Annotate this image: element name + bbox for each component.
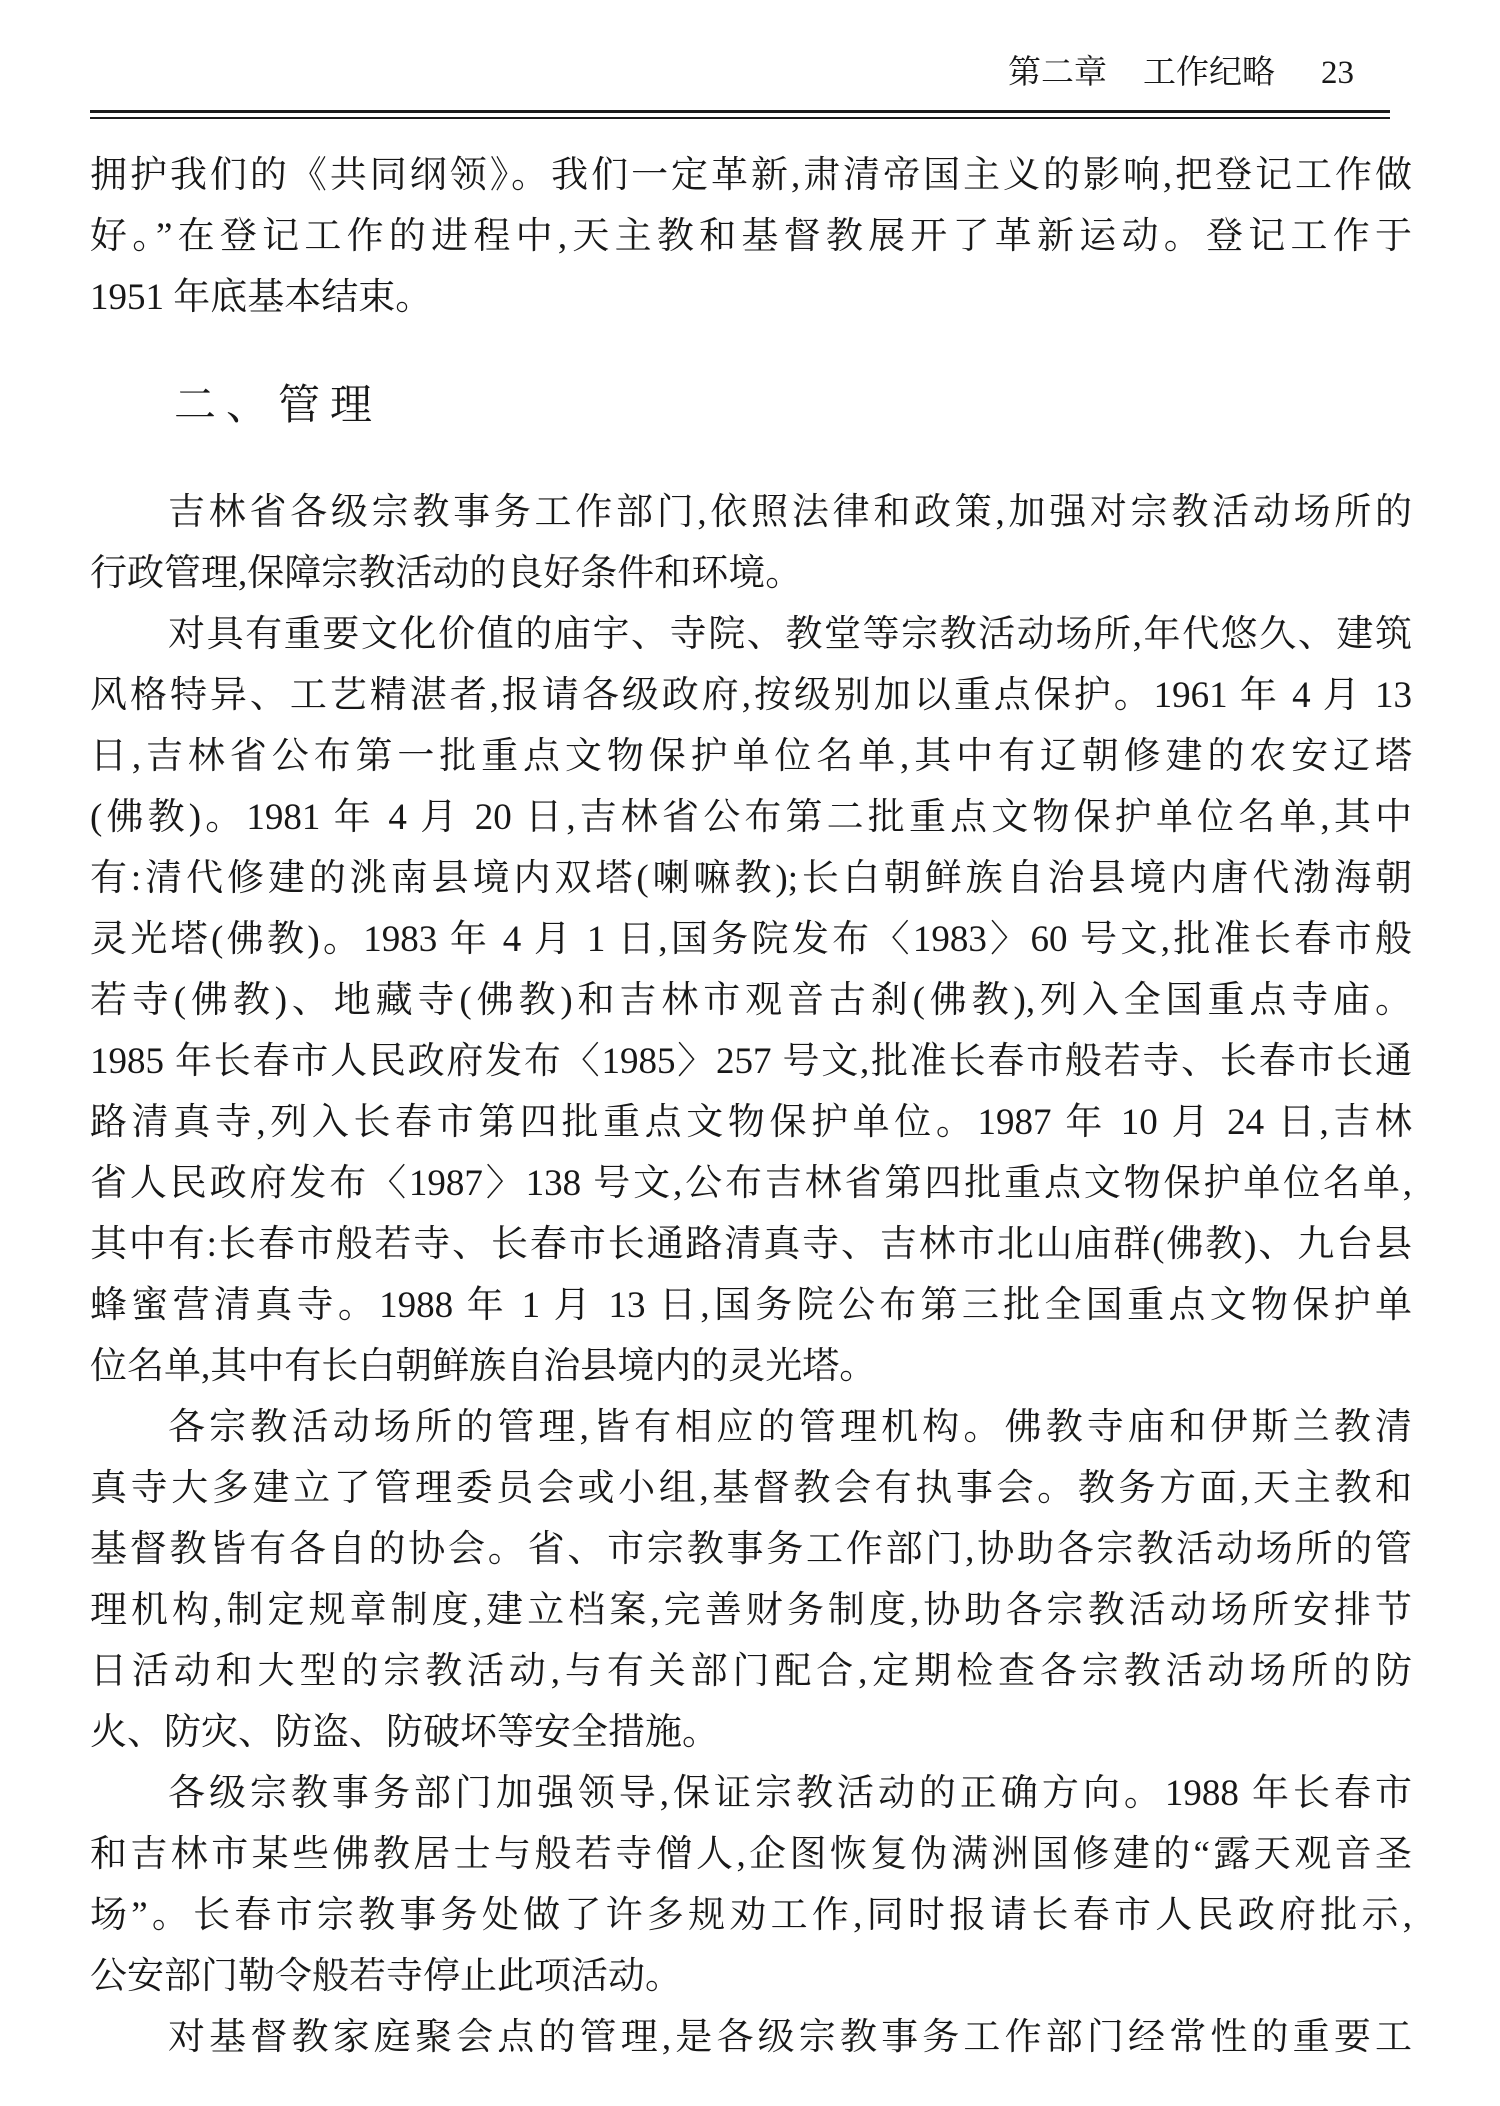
chapter-label: 第二章 [1008, 55, 1107, 91]
text-line: 场”。长春市宗教事务处做了许多规劝工作,同时报请长春市人民政府批示, [90, 1895, 1412, 1936]
text-line: 吉林省各级宗教事务工作部门,依照法律和政策,加强对宗教活动场所的 [168, 492, 1412, 533]
header-rule [90, 110, 1390, 119]
paragraph [90, 604, 1412, 1397]
text-line: 各级宗教事务部门加强领导,保证宗教活动的正确方向。1988 年长春市 [168, 1773, 1412, 1814]
text-line: 好。”在登记工作的进程中,天主教和基督教展开了革新运动。登记工作于 [90, 216, 1412, 257]
paragraph [90, 482, 1412, 604]
section-heading: 二、管理 [174, 383, 383, 429]
paragraph [90, 1763, 1412, 2007]
paragraph [90, 2007, 1412, 2068]
text-line: 基督教皆有各自的协会。省、市宗教事务工作部门,协助各宗教活动场所的管 [90, 1529, 1412, 1570]
text-line: 风格特异、工艺精湛者,报请各级政府,按级别加以重点保护。1961 年 4 月 13 [90, 675, 1412, 716]
text-line: 蜂蜜营清真寺。1988 年 1 月 13 日,国务院公布第三批全国重点文物保护单 [90, 1285, 1412, 1326]
text-line: 路清真寺,列入长春市第四批重点文物保护单位。1987 年 10 月 24 日,吉林 [90, 1102, 1412, 1143]
text-line: 理机构,制定规章制度,建立档案,完善财务制度,协助各宗教活动场所安排节 [90, 1590, 1412, 1631]
page-number: 23 [1321, 55, 1354, 91]
text-line: 对具有重要文化价值的庙宇、寺院、教堂等宗教活动场所,年代悠久、建筑 [168, 614, 1412, 655]
text-line: 灵光塔(佛教)。1983 年 4 月 1 日,国务院发布〈1983〉60 号文,批准长春市般 [90, 919, 1412, 960]
text-line: 日活动和大型的宗教活动,与有关部门配合,定期检查各宗教活动场所的防 [90, 1651, 1412, 1692]
text-line: 真寺大多建立了管理委员会或小组,基督教会有执事会。教务方面,天主教和 [90, 1468, 1412, 1509]
running-head [90, 52, 1412, 94]
text-line: 对基督教家庭聚会点的管理,是各级宗教事务工作部门经常性的重要工 [168, 2017, 1412, 2058]
text-line: 日,吉林省公布第一批重点文物保护单位名单,其中有辽朝修建的农安辽塔 [90, 736, 1412, 777]
text-line: 1951 年底基本结束。 [90, 277, 433, 318]
paragraph [90, 145, 1412, 328]
text-line: (佛教)。1981 年 4 月 20 日,吉林省公布第二批重点文物保护单位名单,其中 [90, 797, 1412, 838]
text-line: 火、防灾、防盗、防破坏等安全措施。 [90, 1712, 719, 1753]
text-line: 位名单,其中有长白朝鲜族自治县境内的灵光塔。 [90, 1346, 877, 1387]
body-blocks [90, 145, 1412, 2068]
text-line: 和吉林市某些佛教居士与般若寺僧人,企图恢复伪满洲国修建的“露天观音圣 [90, 1834, 1412, 1875]
paragraph [90, 1397, 1412, 1763]
text-line: 1985 年长春市人民政府发布〈1985〉257 号文,批准长春市般若寺、长春市长通 [90, 1041, 1412, 1082]
text-line: 若寺(佛教)、地藏寺(佛教)和吉林市观音古刹(佛教),列入全国重点寺庙。 [90, 980, 1412, 1021]
text-line: 行政管理,保障宗教活动的良好条件和环境。 [90, 553, 803, 594]
text-line: 拥护我们的《共同纲领》。我们一定革新,肃清帝国主义的影响,把登记工作做 [90, 155, 1412, 196]
text-line: 省人民政府发布〈1987〉138 号文,公布吉林省第四批重点文物保护单位名单, [90, 1163, 1412, 1204]
text-line: 各宗教活动场所的管理,皆有相应的管理机构。佛教寺庙和伊斯兰教清 [168, 1407, 1412, 1448]
section-label: 工作纪略 [1143, 55, 1275, 91]
text-line: 有:清代修建的洮南县境内双塔(喇嘛教);长白朝鲜族自治县境内唐代渤海朝 [90, 858, 1412, 899]
text-line: 其中有:长春市般若寺、长春市长通路清真寺、吉林市北山庙群(佛教)、九台县 [90, 1224, 1412, 1265]
text-line: 公安部门勒令般若寺停止此项活动。 [90, 1956, 682, 1997]
